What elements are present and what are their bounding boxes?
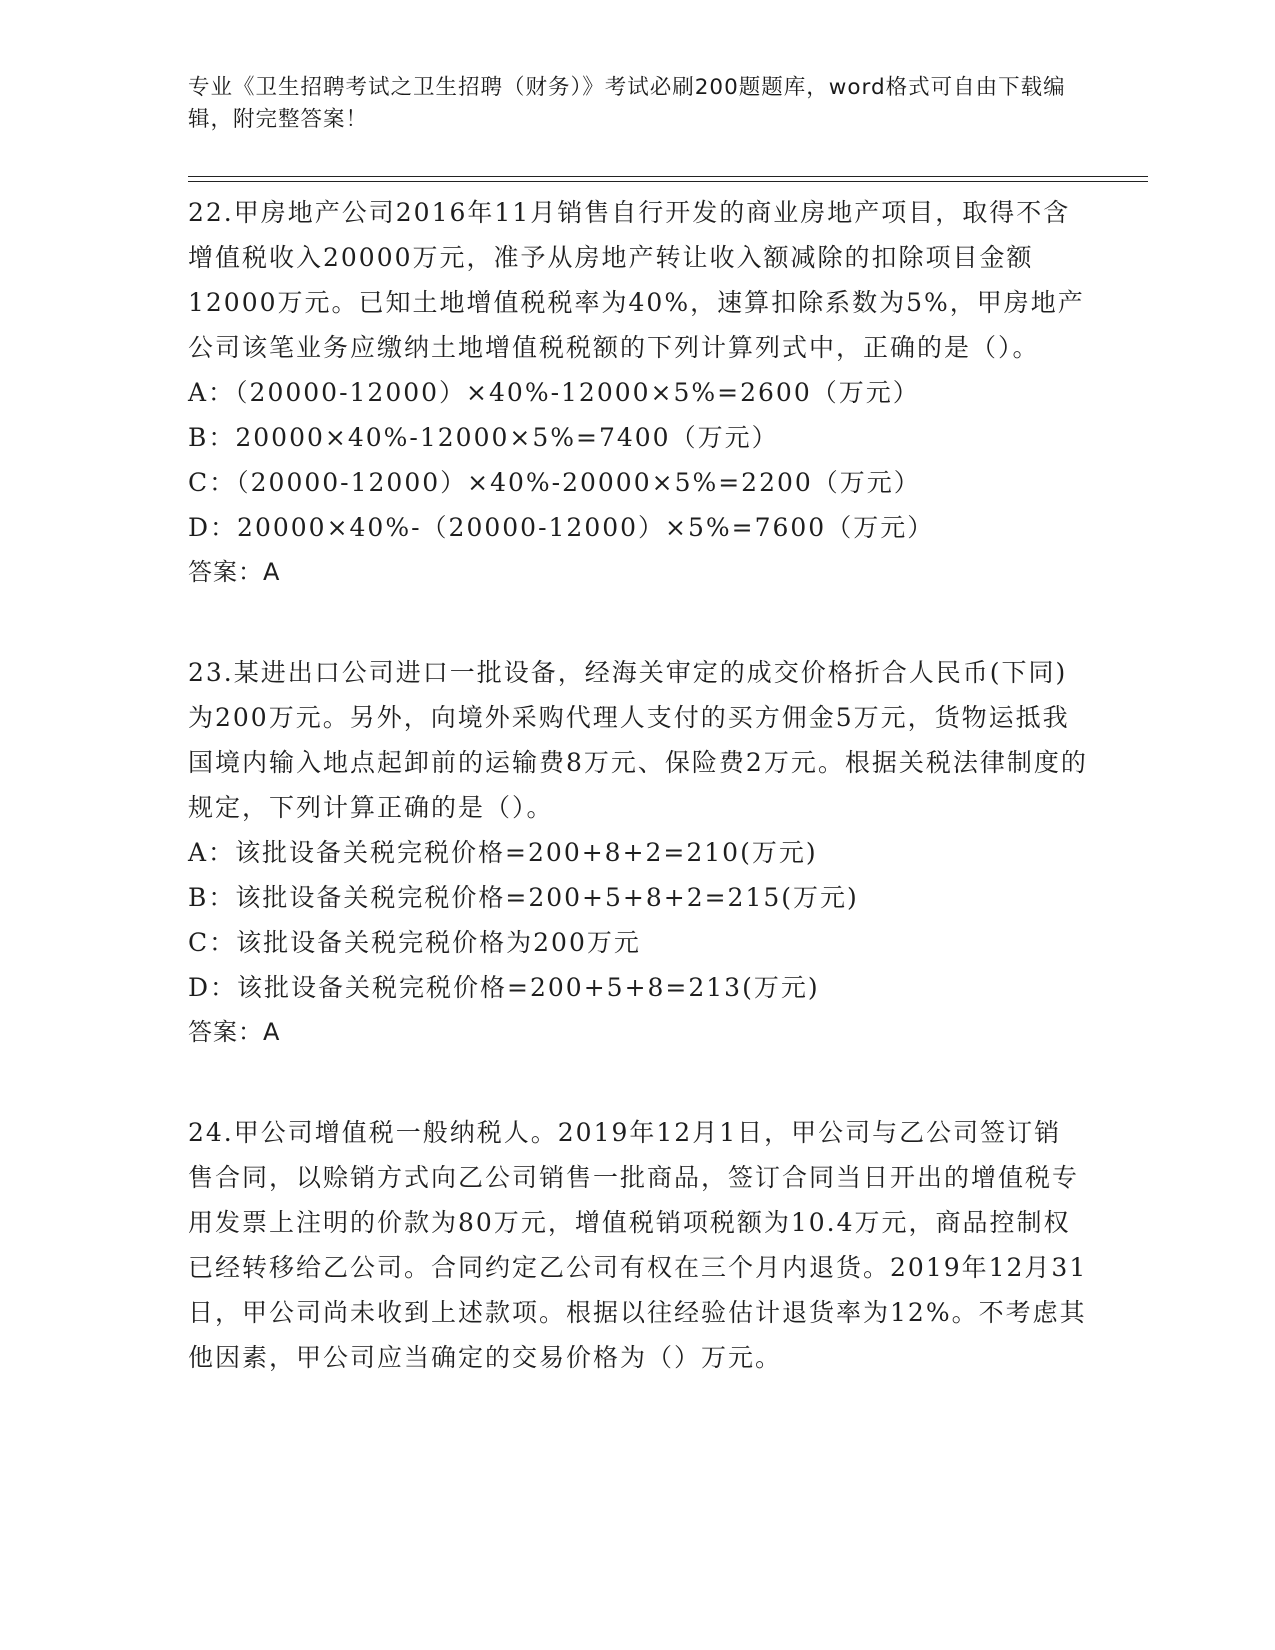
question-stem: 23.某进出口公司进口一批设备，经海关审定的成交价格折合人民币(下同)为200万元。另外，向境外采购代理人支付的买方佣金5万元，货物运抵我国境内输入地点起卸前的运输费8万元、保险费2万元。根据关税法律制度的规定，下列计算正确的是（）。 — [188, 658, 1088, 822]
option-b: B：20000×40%-12000×5%=7400（万元） — [188, 423, 779, 452]
header-double-rule — [188, 176, 1148, 182]
question-24 — [188, 1110, 1088, 1380]
question-stem: 24.甲公司增值税一般纳税人。2019年12月1日，甲公司与乙公司签订销售合同，以赊销方式向乙公司销售一批商品，签订合同当日开出的增值税专用发票上注明的价款为80万元，增值税销项税额为10.4万元，商品控制权已经转移给乙公司。合同约定乙公司有权在三个月内退货。2019年12月31日，甲公司尚未收到上述款项。根据以往经验估计退货率为12%。不考虑其他因素，甲公司应当确定的交易价格为（）万元。 — [188, 1118, 1088, 1372]
option-a: A：该批设备关税完税价格=200+8+2=210(万元) — [188, 838, 818, 867]
document-header: 专业《卫生招聘考试之卫生招聘（财务）》考试必刷200题题库，word格式可自由下载编辑，附完整答案！ — [188, 75, 1066, 132]
option-list — [188, 830, 1088, 1010]
option-list — [188, 370, 1088, 550]
question-23 — [188, 650, 1088, 1055]
question-stem: 22.甲房地产公司2016年11月销售自行开发的商业房地产项目，取得不含增值税收入20000万元，准予从房地产转让收入额减除的扣除项目金额12000万元。已知土地增值税税率为40%，速算扣除系数为5%，甲房地产公司该笔业务应缴纳土地增值税税额的下列计算列式中，正确的是（）。 — [188, 198, 1085, 362]
question-22 — [188, 190, 1088, 595]
option-a: A：（20000-12000）×40%-12000×5%=2600（万元） — [188, 378, 920, 407]
option-c: C：（20000-12000）×40%-20000×5%=2200（万元） — [188, 468, 921, 497]
option-b: B：该批设备关税完税价格=200+5+8+2=215(万元) — [188, 883, 859, 912]
document-body — [188, 190, 1088, 1435]
option-c: C：该批设备关税完税价格为200万元 — [188, 928, 641, 957]
answer-label: 答案：A — [188, 558, 281, 586]
option-d: D：该批设备关税完税价格=200+5+8=213(万元) — [188, 973, 820, 1002]
option-d: D：20000×40%-（20000-12000）×5%=7600（万元） — [188, 513, 935, 542]
answer-label: 答案：A — [188, 1018, 281, 1046]
